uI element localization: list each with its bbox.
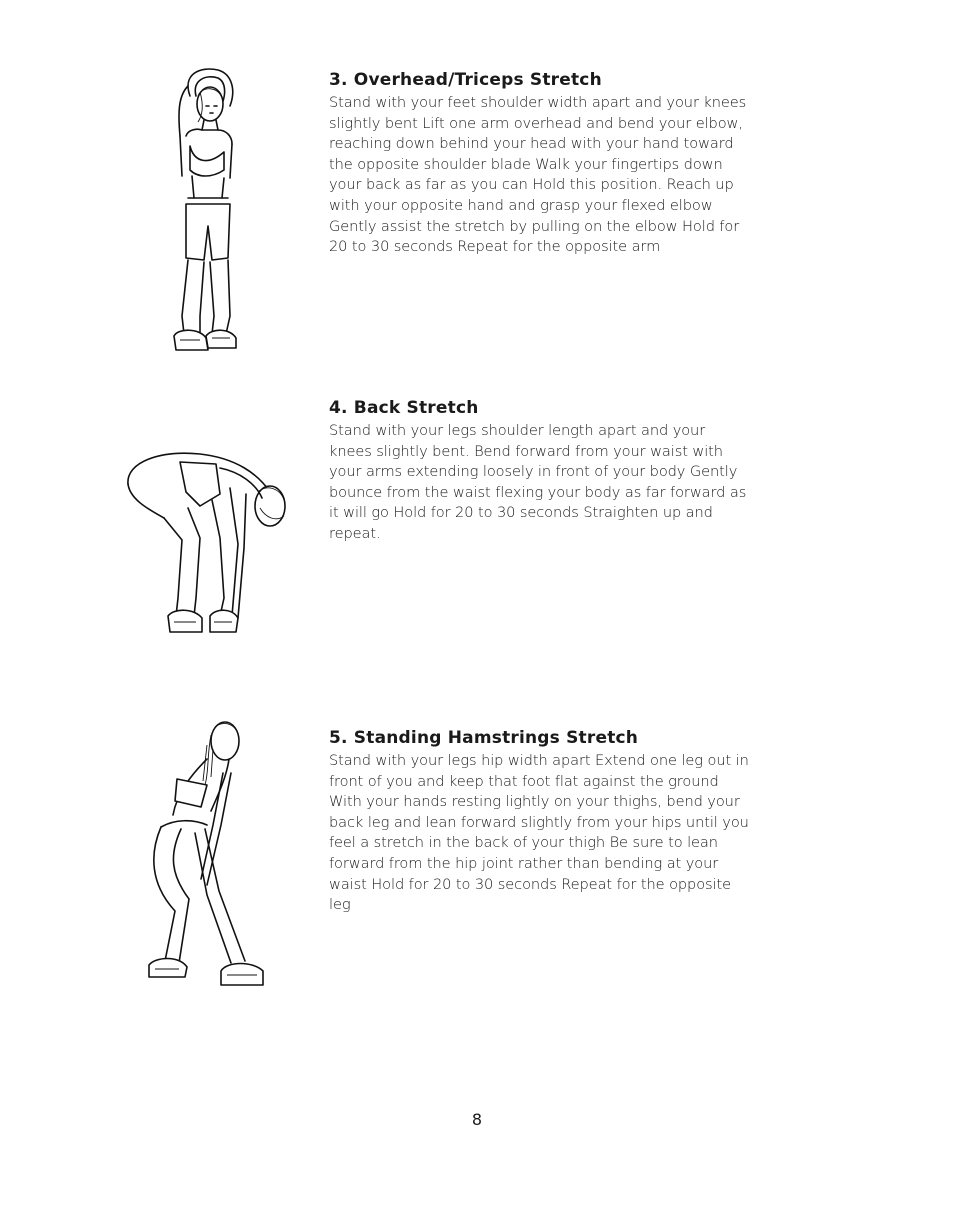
overhead-triceps-text bbox=[329, 70, 749, 258]
section-body: Stand with your legs hip width apart Extend one leg out in front of you and keep that foot flat against the ground With your hands resting lightly on your thighs, bend your back leg and lean forward slightly from your hips until you feel a stretch in the back of your thigh Be sure to lean forward from the hip joint rather than bending at your waist Hold for 20 to 30 seconds Repeat for the opposite leg bbox=[329, 752, 749, 914]
page-number: 8 bbox=[471, 1110, 483, 1129]
standing-hamstrings-text bbox=[329, 728, 749, 916]
back-stretch-illustration bbox=[120, 448, 290, 648]
section-heading: 5. Standing Hamstrings Stretch bbox=[329, 728, 639, 748]
section-body: Stand with your legs shoulder length apart and your knees slightly bent. Bend forward from your waist with your arms extending loosely in front of your body Gently bounce from the waist flexing your body as far forward as it will go Hold for 20 to 30 seconds Straighten up and repeat. bbox=[329, 422, 747, 542]
section-heading: 4. Back Stretch bbox=[329, 398, 479, 418]
standing-hamstrings-illustration bbox=[135, 715, 275, 995]
section-heading: 3. Overhead/Triceps Stretch bbox=[329, 70, 602, 90]
back-stretch-text bbox=[329, 398, 749, 545]
overhead-triceps-illustration bbox=[160, 66, 250, 366]
section-body: Stand with your feet shoulder width apart and your knees slightly bent Lift one arm overhead and bend your elbow, reaching down behind your head with your hand toward the opposite shoulder blade Walk your fingertips down your back as far as you can Hold this position. Reach up with your opposite hand and grasp your flexed elbow Gently assist the stretch by pulling on the elbow Hold for 20 to 30 seconds Repeat for the opposite arm bbox=[329, 94, 747, 256]
